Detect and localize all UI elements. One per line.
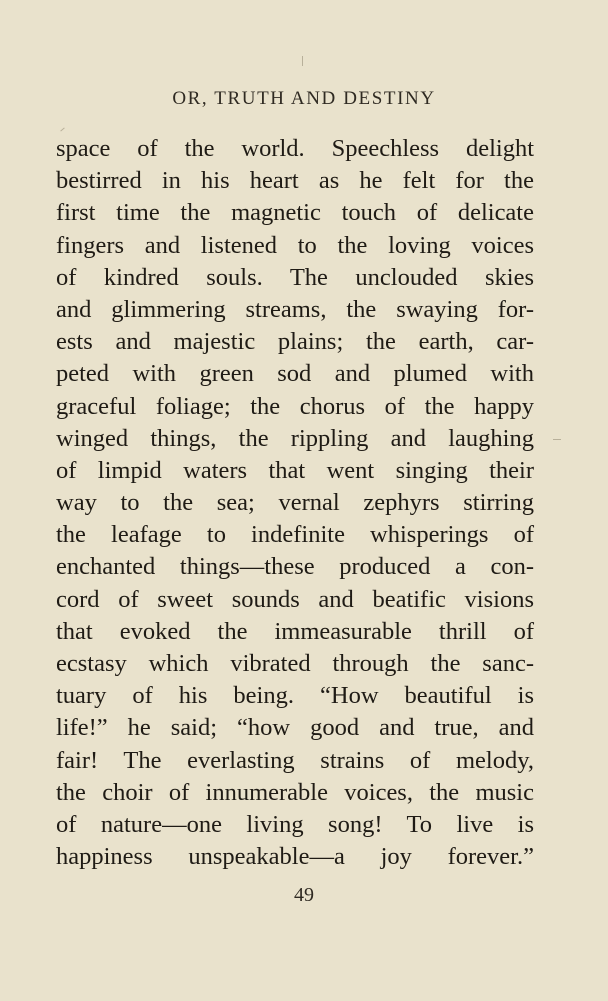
text-line: happiness unspeakable—a joy forever.” [56, 843, 534, 871]
paper-mark [302, 56, 303, 66]
text-line: tuary of his being. “How beautiful is [56, 682, 534, 710]
paper-mark [60, 128, 64, 132]
text-line: fingers and listened to the loving voices [56, 231, 534, 259]
text-line: winged things, the rippling and laughing [56, 424, 534, 452]
text-line: ests and majestic plains; the earth, car- [56, 328, 534, 356]
text-line: enchanted things—these produced a con- [56, 553, 534, 581]
text-line: of kindred souls. The unclouded skies [56, 263, 534, 291]
text-line: the leafage to indefinite whisperings of [56, 521, 534, 549]
text-line: of limpid waters that went singing their [56, 456, 534, 484]
text-line: cord of sweet sounds and beatific visions [56, 585, 534, 613]
text-line: and glimmering streams, the swaying for- [56, 295, 534, 323]
page-number: 49 [294, 884, 314, 906]
text-line: of nature—one living song! To live is [56, 810, 534, 838]
text-line: fair! The everlasting strains of melody, [56, 746, 534, 774]
text-line: the choir of innumerable voices, the music [56, 778, 534, 806]
text-line: life!” he said; “how good and true, and [56, 714, 534, 742]
paper-mark [553, 439, 561, 440]
running-head: OR, TRUTH AND DESTINY [172, 88, 436, 109]
text-line: that evoked the immeasurable thrill of [56, 617, 534, 645]
text-line: bestirred in his heart as he felt for the [56, 167, 534, 195]
text-line: first time the magnetic touch of delicate [56, 199, 534, 227]
body-text [56, 133, 534, 873]
text-line: graceful foliage; the chorus of the happy [56, 392, 534, 420]
text-line: ecstasy which vibrated through the sanc- [56, 650, 534, 677]
text-line: way to the sea; vernal zephyrs stirring [56, 489, 534, 517]
text-line: space of the world. Speechless delight [56, 135, 534, 162]
text-line: peted with green sod and plumed with [56, 360, 534, 388]
